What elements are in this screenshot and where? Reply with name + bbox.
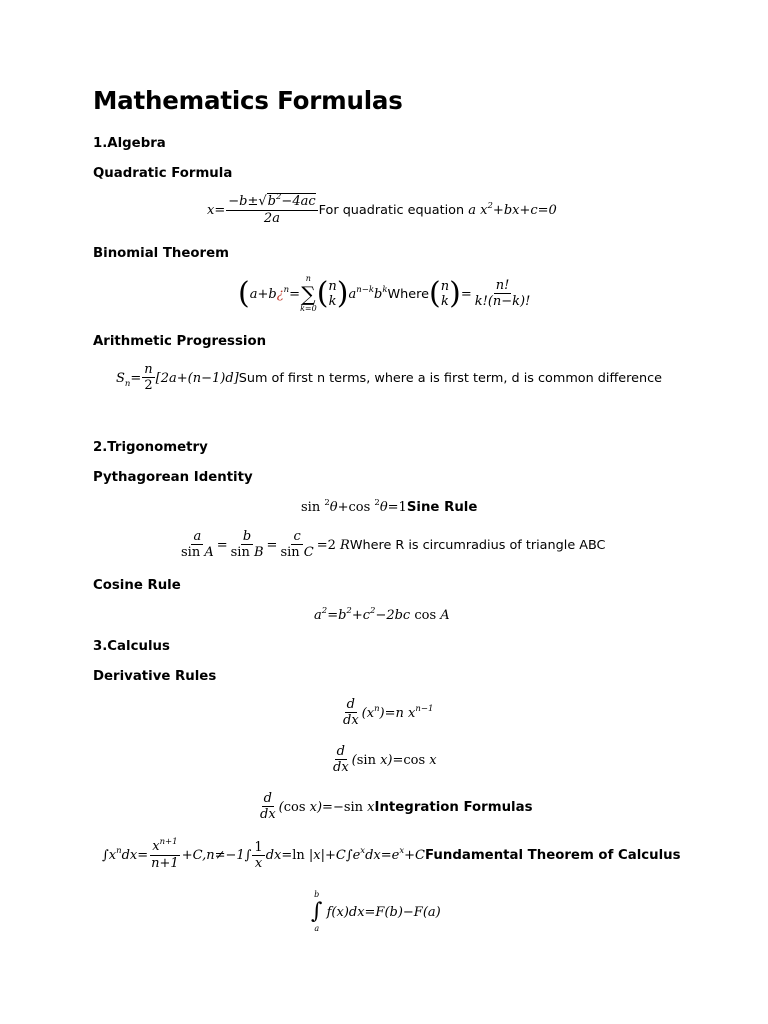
binomial-theorem-equation: ( a+b¿$^n$= n ∑ k=0 ( n k ) $a^{n-k}b^k$ Where ( n k ) = $\frac{n!}{k!(n-k)!}$ bbox=[238, 274, 531, 313]
derivative-power-rule: $\frac{d}{dx}$ $(x^n)=n$ $x^{n-1}$ bbox=[343, 697, 434, 728]
arithmetic-progression-equation: $S_n=$ $\frac{n}{2}$ [2a+(n−1)d] Sum of first n terms, where a is first term, d is common difference bbox=[116, 362, 663, 393]
heading-fundamental-theorem: Fundamental Theorem of Calculus bbox=[424, 848, 681, 863]
section-trigonometry: 2.Trigonometry bbox=[93, 440, 208, 455]
cosine-rule-equation: $a^2=b^2+c^2-2bc$ cos A bbox=[314, 606, 450, 623]
heading-binomial-theorem: Binomial Theorem bbox=[93, 246, 229, 261]
heading-integration-formulas: Integration Formulas bbox=[374, 799, 533, 815]
sine-rule-equation: $\frac{a}{\text{sin A}}$ = $\frac{b}{\text{sin B}}$ = $\frac{c}{\text{sin C}}$ =2 R Where R is circumradius of triangle ABC bbox=[181, 529, 606, 560]
section-algebra: 1.Algebra bbox=[93, 136, 166, 151]
binomial-where-note: Where bbox=[387, 286, 430, 302]
heading-arithmetic-progression: Arithmetic Progression bbox=[93, 334, 267, 349]
derivative-cosine-rule: $\frac{d}{dx}$ (cos x)=−sin x Integration Formulas bbox=[260, 791, 533, 822]
heading-pythagorean-identity: Pythagorean Identity bbox=[93, 470, 253, 485]
heading-cosine-rule: Cosine Rule bbox=[93, 578, 181, 593]
heading-quadratic-formula: Quadratic Formula bbox=[93, 166, 233, 181]
pythagorean-identity-equation: sin $^2$θ+cos $^2$θ=1 Sine Rule bbox=[301, 498, 478, 515]
section-calculus: 3.Calculus bbox=[93, 639, 170, 654]
derivative-sine-rule: $\frac{d}{dx}$ (sin x)=cos x bbox=[333, 744, 437, 775]
page-title: Mathematics Formulas bbox=[93, 86, 403, 115]
sine-rule-note: Where R is circumradius of triangle ABC bbox=[349, 537, 606, 553]
fundamental-theorem-equation: b ∫ a f(x)dx=F(b)−F(a) bbox=[311, 890, 441, 933]
integration-formulas-equation: $\int x^ndx=$ $\frac{x^{n+1}}{n+1}$ +C,n≠−1∫ $\frac{1}{x}$ dx=ln $|x|+C\int e^xdx=e^x+C$ Fundamental Theorem of Calculus bbox=[102, 837, 681, 871]
heading-sine-rule: Sine Rule bbox=[406, 500, 478, 515]
quadratic-note: For quadratic equation bbox=[318, 203, 465, 218]
heading-derivative-rules: Derivative Rules bbox=[93, 669, 217, 684]
ap-note: Sum of first n terms, where a is first term, d is common difference bbox=[238, 370, 663, 386]
quadratic-formula-equation: x = $\frac{-b\pm√b^2-4ac}{2a}$ For quadratic equation a $x^2+bx+c=0$ bbox=[207, 192, 557, 226]
